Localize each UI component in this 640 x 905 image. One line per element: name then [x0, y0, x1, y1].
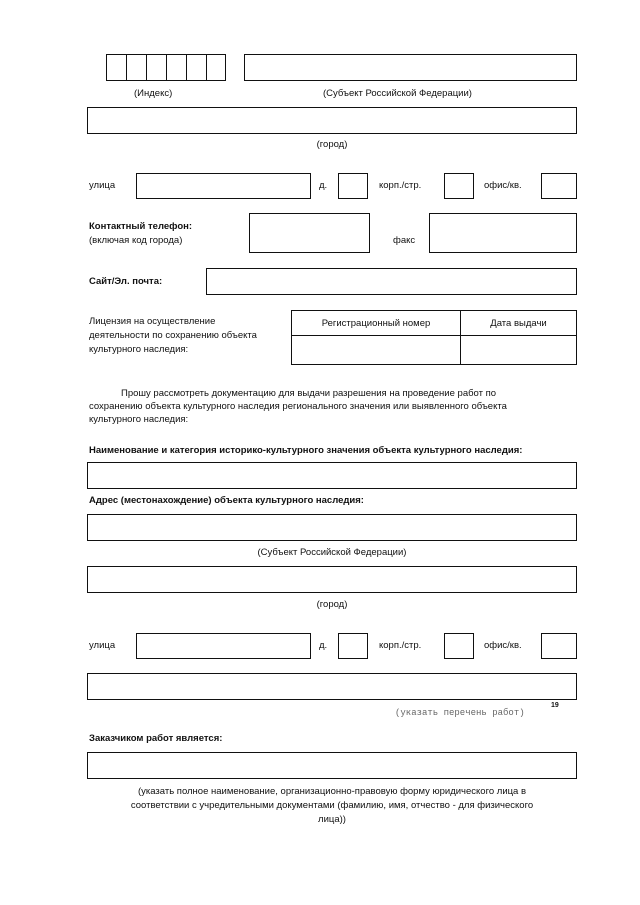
fax-label: факс	[393, 235, 416, 246]
object-address-label: Адрес (местонахождение) объекта культурного наследия:	[89, 495, 364, 506]
customer-label: Заказчиком работ является:	[89, 733, 223, 744]
site-email-field[interactable]	[206, 268, 577, 295]
customer-caption-line3: лица))	[318, 814, 346, 825]
request-paragraph	[89, 387, 575, 426]
street-field[interactable]	[136, 173, 311, 199]
customer-caption-line1: (указать полное наименование, организационно-правовую форму юридического лица в	[137, 786, 527, 797]
object-address-field[interactable]	[87, 514, 577, 541]
object-building-label: корп./стр.	[379, 640, 422, 651]
index-digit-cell	[146, 55, 147, 80]
phone-hint: (включая код города)	[89, 235, 183, 246]
house-label: д.	[319, 180, 328, 191]
object-street-label: улица	[89, 640, 116, 651]
office-field[interactable]	[541, 173, 577, 199]
license-label-line1: Лицензия на осуществление	[89, 316, 216, 327]
works-list-field[interactable]	[87, 673, 577, 700]
street-label: улица	[89, 180, 116, 191]
phone-label: Контактный телефон:	[89, 221, 193, 232]
object-subject-caption: (Субъект Российской Федерации)	[257, 547, 407, 558]
object-name-field[interactable]	[87, 462, 577, 489]
customer-caption-line2: соответствии с учредительными документами (фамилию, имя, отчество - для физического	[130, 800, 534, 811]
index-digit-cell	[186, 55, 187, 80]
license-table	[291, 310, 577, 365]
license-col-reg-number: Регистрационный номер	[292, 311, 461, 336]
request-line-3: культурного наследия:	[89, 414, 189, 425]
object-office-label: офис/кв.	[484, 640, 522, 651]
city-field[interactable]	[87, 107, 577, 134]
object-city-caption: (город)	[316, 599, 348, 610]
footnote-ref: 19	[551, 702, 559, 709]
object-street-field[interactable]	[136, 633, 311, 659]
house-field[interactable]	[338, 173, 368, 199]
works-list-caption: (указать перечень работ)	[395, 708, 525, 718]
fax-field[interactable]	[429, 213, 577, 253]
site-email-label: Сайт/Эл. почта:	[89, 276, 163, 287]
index-digit-cell	[206, 55, 207, 80]
subject-field[interactable]	[244, 54, 577, 81]
building-field[interactable]	[444, 173, 474, 199]
license-reg-number-cell[interactable]	[292, 336, 461, 365]
index-digit-cell	[166, 55, 167, 80]
object-building-field[interactable]	[444, 633, 474, 659]
postal-index-field[interactable]	[106, 54, 226, 81]
city-caption: (город)	[316, 139, 348, 150]
license-label-line2: деятельности по сохранению объекта	[89, 330, 257, 341]
object-name-label: Наименование и категория историко-культурного значения объекта культурного наследия:	[89, 445, 523, 456]
index-digit-cell	[126, 55, 127, 80]
subject-caption: (Субъект Российской Федерации)	[323, 88, 472, 99]
object-house-label: д.	[319, 640, 328, 651]
object-office-field[interactable]	[541, 633, 577, 659]
customer-field[interactable]	[87, 752, 577, 779]
office-label: офис/кв.	[484, 180, 522, 191]
license-col-issue-date: Дата выдачи	[461, 311, 577, 336]
index-caption: (Индекс)	[134, 88, 173, 99]
license-issue-date-cell[interactable]	[461, 336, 577, 365]
request-line-2: сохранению объекта культурного наследия регионального значения или выявленного объекта	[89, 401, 507, 412]
object-city-field[interactable]	[87, 566, 577, 593]
object-house-field[interactable]	[338, 633, 368, 659]
license-label-line3: культурного наследия:	[89, 344, 189, 355]
building-label: корп./стр.	[379, 180, 422, 191]
phone-field[interactable]	[249, 213, 370, 253]
request-line-1: Прошу рассмотреть документацию для выдачи разрешения на проведение работ по	[121, 388, 497, 399]
